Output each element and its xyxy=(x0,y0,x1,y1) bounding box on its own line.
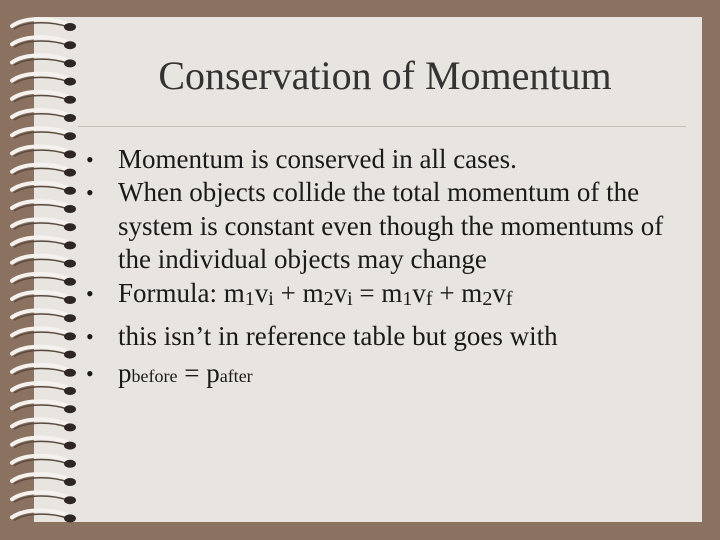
binding-hole xyxy=(64,96,76,104)
formula-term: m xyxy=(223,277,245,308)
binding-ring-shadow xyxy=(14,332,68,338)
binding-ring-shadow xyxy=(14,387,68,393)
binding-ring-shadow xyxy=(14,423,68,429)
slide-title: Conservation of Momentum xyxy=(158,53,612,98)
binding-hole xyxy=(64,132,76,140)
binding-hole xyxy=(64,514,76,522)
binding-hole xyxy=(64,460,76,468)
binding-ring-shadow xyxy=(14,77,68,83)
bullet-item-formula xyxy=(84,277,684,316)
formula-op: + xyxy=(273,277,303,308)
binding-hole xyxy=(64,187,76,195)
binding-ring-shadow xyxy=(14,114,68,120)
binding-hole xyxy=(64,41,76,49)
formula-sub: 1 xyxy=(402,287,413,310)
formula-sub: 2 xyxy=(323,287,334,310)
binding-hole xyxy=(64,59,76,67)
momentum-symbol: p xyxy=(118,358,132,389)
binding-hole xyxy=(64,205,76,213)
formula-sub: i xyxy=(268,287,274,310)
binding-ring-shadow xyxy=(14,314,68,320)
momentum-symbol: p xyxy=(206,358,220,389)
momentum-subscript: after xyxy=(219,366,253,387)
binding-ring-shadow xyxy=(14,205,68,211)
binding-hole xyxy=(64,296,76,304)
binding-ring-shadow xyxy=(14,59,68,65)
bullet-item-momentum-equality xyxy=(84,357,684,393)
binding-hole xyxy=(64,169,76,177)
formula-sub: f xyxy=(425,287,433,310)
bullet-list xyxy=(84,143,684,394)
binding-ring-shadow xyxy=(14,514,68,520)
binding-hole xyxy=(64,442,76,450)
formula-term: v xyxy=(254,277,269,308)
formula-term: v xyxy=(412,277,426,308)
binding-ring-shadow xyxy=(14,241,68,247)
bullet-item xyxy=(84,176,684,276)
bullet-text: When objects collide the total momentum of the system is constant even though the momentums of the individual objects may change xyxy=(118,177,664,275)
binding-hole xyxy=(64,78,76,86)
binding-ring-shadow xyxy=(14,132,68,138)
momentum-subscript: before xyxy=(131,366,178,387)
binding-ring-shadow xyxy=(14,296,68,302)
binding-hole xyxy=(64,23,76,31)
bullet-dot: • xyxy=(86,361,94,387)
formula-sub: 2 xyxy=(482,287,493,310)
binding-hole xyxy=(64,260,76,268)
binding-ring-shadow xyxy=(14,96,68,102)
binding-hole xyxy=(64,241,76,249)
binding-hole xyxy=(64,496,76,504)
formula-lead: Formula: xyxy=(118,277,224,308)
formula-sub: 1 xyxy=(244,287,255,310)
equals-sign: = xyxy=(177,358,207,389)
title-divider xyxy=(78,126,686,127)
bullet-dot: • xyxy=(86,180,94,206)
binding-ring-shadow xyxy=(14,441,68,447)
binding-hole xyxy=(64,332,76,340)
formula-term: m xyxy=(381,277,403,308)
binding-ring-shadow xyxy=(14,496,68,502)
bullet-text: Momentum is conserved in all cases. xyxy=(118,144,517,174)
formula-sub: f xyxy=(505,287,513,310)
binding-ring-shadow xyxy=(14,478,68,484)
binding-ring-shadow xyxy=(14,278,68,284)
binding-hole xyxy=(64,369,76,377)
binding-hole xyxy=(64,423,76,431)
formula-term: m xyxy=(302,277,324,308)
binding-hole xyxy=(64,278,76,286)
binding-hole xyxy=(64,351,76,359)
binding-ring-shadow xyxy=(14,150,68,156)
formula-term: v xyxy=(333,277,348,308)
binding-ring-shadow xyxy=(14,223,68,229)
binding-ring-shadow xyxy=(14,460,68,466)
binding-ring-shadow xyxy=(14,23,68,29)
bullet-dot: • xyxy=(86,324,94,350)
formula-term: m xyxy=(461,277,483,308)
binding-ring-shadow xyxy=(14,259,68,265)
binding-ring-shadow xyxy=(14,405,68,411)
spiral-binding-icon xyxy=(8,14,78,524)
binding-ring-shadow xyxy=(14,187,68,193)
binding-ring-shadow xyxy=(14,369,68,375)
formula-sub: i xyxy=(347,287,353,310)
binding-hole xyxy=(64,314,76,322)
binding-ring-shadow xyxy=(14,350,68,356)
binding-ring-shadow xyxy=(14,41,68,47)
binding-hole xyxy=(64,405,76,413)
binding-hole xyxy=(64,150,76,158)
binding-hole xyxy=(64,114,76,122)
bullet-text: this isn’t in reference table but goes with xyxy=(118,321,558,352)
bullet-dot: • xyxy=(86,147,94,172)
bullet-dot: • xyxy=(86,280,94,306)
formula-term: v xyxy=(492,277,506,308)
formula-op: + xyxy=(432,277,462,308)
binding-hole xyxy=(64,478,76,486)
bullet-item xyxy=(84,320,684,353)
binding-hole xyxy=(64,223,76,231)
binding-hole xyxy=(64,387,76,395)
bullet-item xyxy=(84,143,684,176)
formula-op: = xyxy=(352,277,382,308)
binding-ring-shadow xyxy=(14,168,68,174)
